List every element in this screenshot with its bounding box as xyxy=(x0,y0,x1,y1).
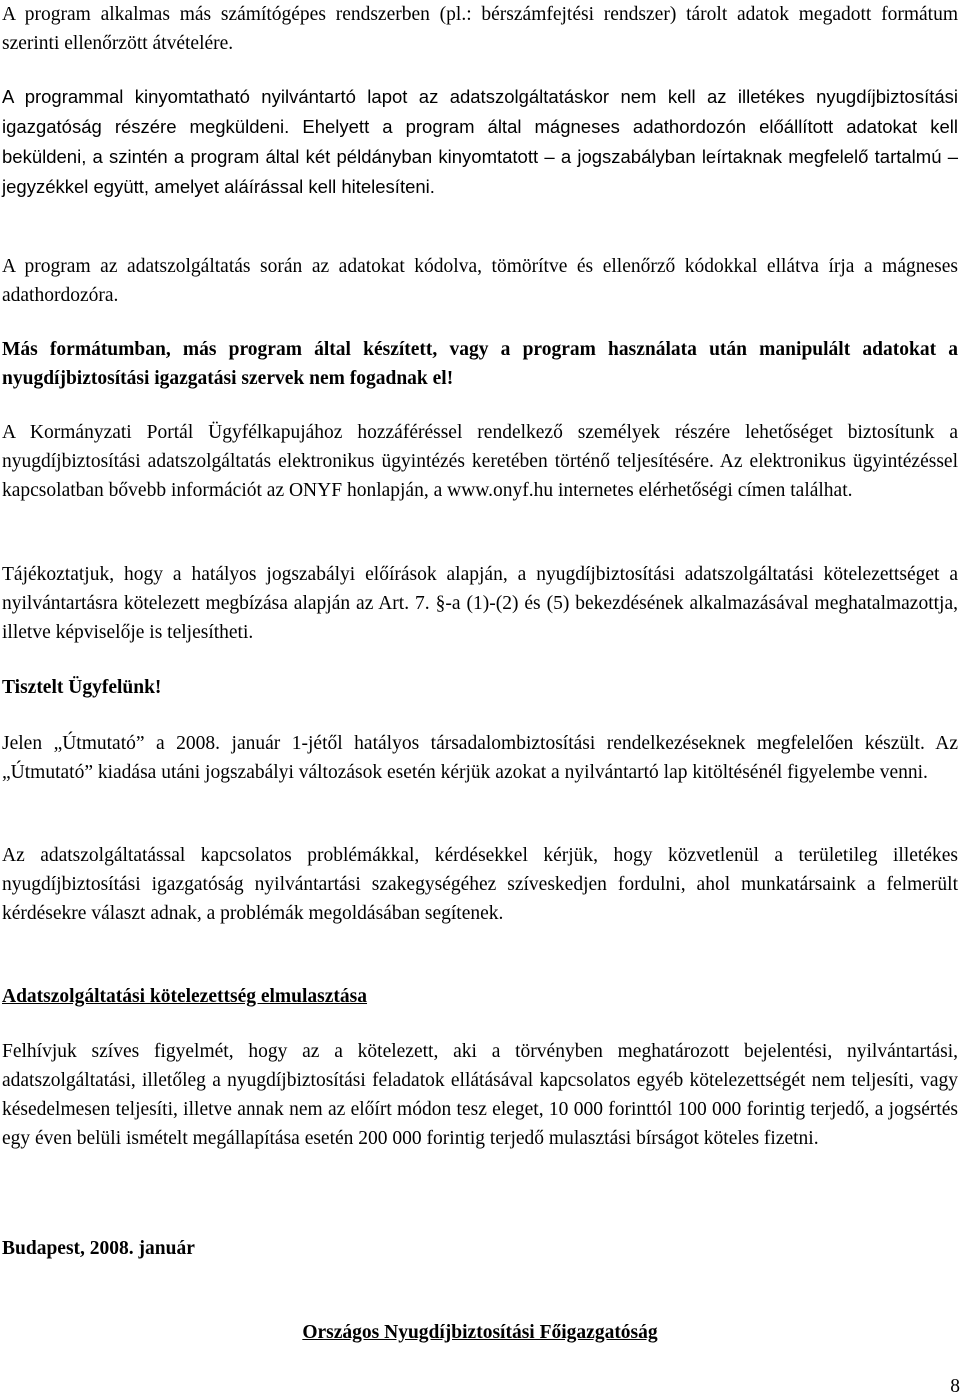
place-date: Budapest, 2008. január xyxy=(2,1238,195,1259)
paragraph-birsag: Felhívjuk szíves figyelmét, hogy az a kötelezett, aki a törvényben meghatározott bejelentési, nyilvántartási, adatszolgáltatási, illetőleg a nyugdíjbiztosítási feladatok ellátásával kapcsolatos egyéb kötelezettségét nem teljesíti, vagy késedelmesen teljesíti, illetve annak nem az előírt módon tesz eleget, 10 000 forinttól 100 000 forintig terjedő, a jogsértés egy éven belüli ismételt megállapítása esetén 200 000 forintig terjedő mulasztási bírságot köteles fizetni. xyxy=(2,1041,958,1149)
greeting-heading: Tisztelt Ügyfelünk! xyxy=(2,677,162,698)
paragraph-nyilvantarto-lap xyxy=(2,82,958,202)
paragraph-warning-bold: Más formátumban, más program által készített, vagy a program használata után manipulált adatokat a nyugdíjbiztosítási igazgatási szervek nem fogadnak el! xyxy=(2,339,958,389)
page-number: 8 xyxy=(950,1376,960,1397)
paragraph-nyilvantarto-lap-sans-part: A programmal kinyomtatható nyilvántartó lapot az adatszolgáltatáskor nem kell az illetékes nyugdíjbiztosítási igazgatóság részére megküldeni. xyxy=(2,86,958,137)
paragraph-kapcsolat: Az adatszolgáltatással kapcsolatos problémákkal, kérdésekkel kérjük, hogy közvetlenül a területileg illetékes nyugdíjbiztosítási igazgatóság nyilvántartási szakegységéhez szíveskedjen fordulni, ahol munkatársaink a felmerült kérdésekre választ adnak, a problémák megoldásában segítenek. xyxy=(2,845,958,924)
paragraph-tajekoztatas: Tájékoztatjuk, hogy a hatályos jogszabályi előírások alapján, a nyugdíjbiztosítási adatszolgáltatási kötelezettséget a nyilvántartásra kötelezett megbízása alapján az Art. 7. §-a (1)-(2) és (5) bekezdésének alkalmazásával meghatalmazottja, illetve képviselője is teljesítheti. xyxy=(2,564,958,643)
paragraph-utmutato: Jelen „Útmutató” a 2008. január 1-jétől hatályos társadalombiztosítási rendelkezéseknek megfelelően készült. Az „Útmutató” kiadása utáni jogszabályi változások esetén kérjük azokat a nyilvántartó lap kitöltésénél figyelembe venni. xyxy=(2,733,958,783)
section-heading-mulasztas: Adatszolgáltatási kötelezettség elmulasztása xyxy=(2,986,368,1007)
paragraph-nyilvantarto-lap-part: Ehelyett a program által mágneses adathordozón előállított adatokat kell beküldeni, a szintén a program által két példányban kinyomtatott – a jogszabályban leírtaknak megfelelő tartalmú – jegyzékkel együtt, amelyet aláírással kell hitelesíteni. xyxy=(2,116,958,197)
paragraph-adatkodolas: A program az adatszolgáltatás során az adatokat kódolva, tömörítve és ellenőrző kódokkal ellátva írja a mágneses adathordozóra. xyxy=(2,256,958,306)
issuer-signature: Országos Nyugdíjbiztosítási Főigazgatóság xyxy=(302,1322,658,1343)
paragraph-ugyfelkapu: A Kormányzati Portál Ügyfélkapujához hozzáféréssel rendelkező személyek részére lehetőséget biztosítunk a nyugdíjbiztosítási adatszolgáltatás elektronikus ügyintézés keretében történő teljesítésére. Az elektronikus ügyintézéssel kapcsolatban bővebb információt az ONYF honlapján, a www.onyf.hu internetes elérhetőségi címen találhat. xyxy=(2,422,958,501)
paragraph-program-import: A program alkalmas más számítógépes rendszerben (pl.: bérszámfejtési rendszer) tárolt adatok megadott formátum szerinti ellenőrzött átvételére. xyxy=(2,4,958,54)
